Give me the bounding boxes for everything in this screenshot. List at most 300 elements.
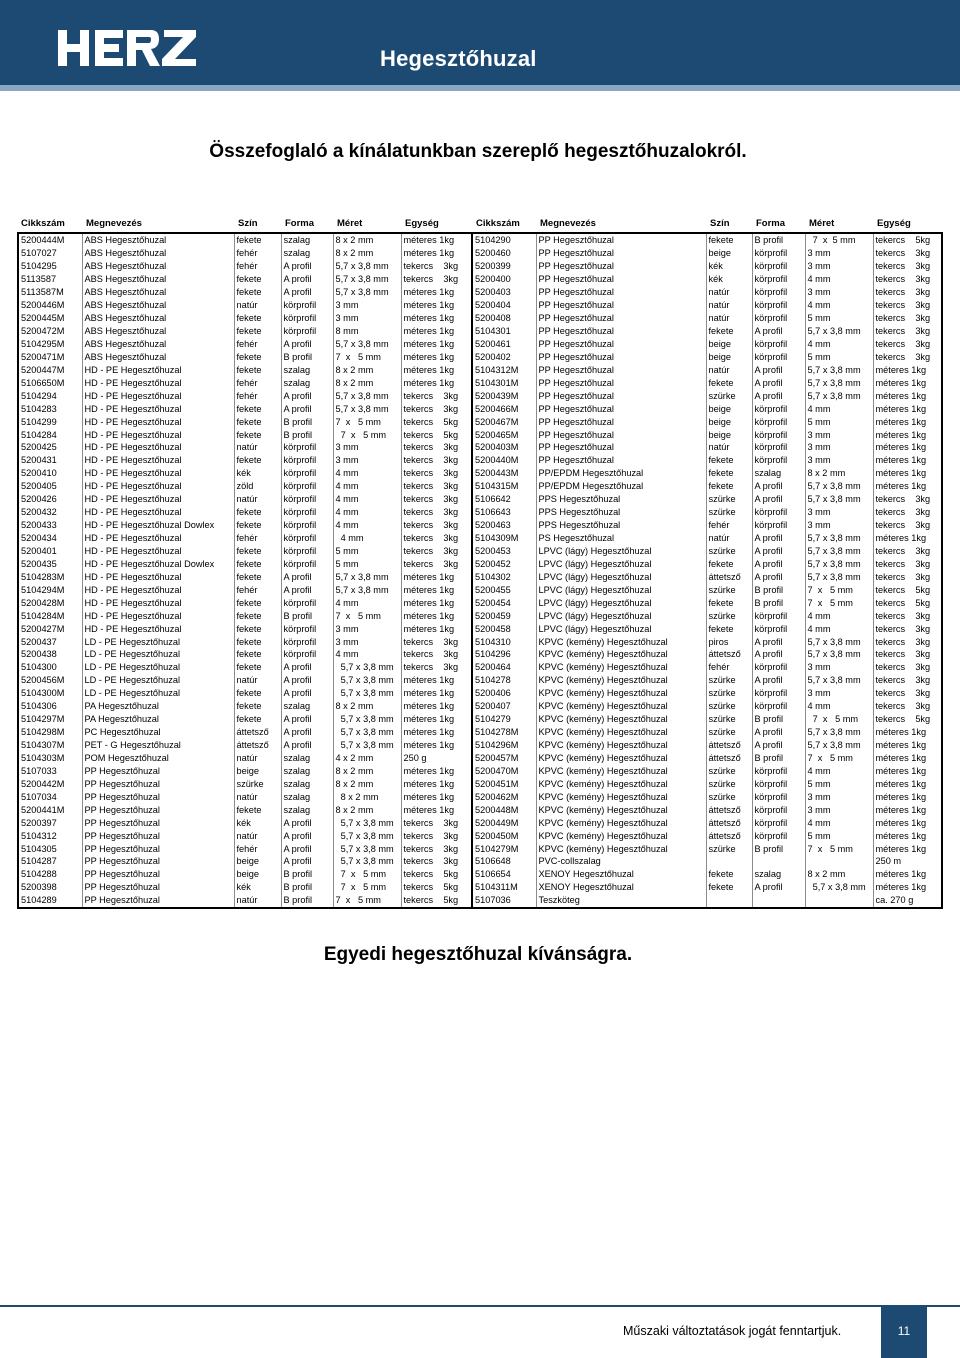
table-cell: 5113587 — [18, 273, 82, 286]
table-cell: 5200462M — [472, 790, 536, 803]
table-cell: 5104296 — [472, 648, 536, 661]
column-header: Szín — [238, 217, 258, 229]
table-row — [18, 519, 942, 532]
table-cell: PP Hegesztőhuzal — [82, 881, 234, 894]
table-cell: méteres 1kg — [401, 700, 472, 713]
table-cell: körprofil — [281, 467, 333, 480]
table-cell: 5 mm — [805, 350, 873, 363]
table-cell: szürke — [706, 545, 752, 558]
table-cell: fekete — [706, 480, 752, 493]
table-cell: 5104296M — [472, 739, 536, 752]
table-cell: PP Hegesztőhuzal — [82, 777, 234, 790]
table-cell: XENOY Hegesztőhuzal — [536, 868, 706, 881]
table-cell: fekete — [234, 803, 281, 816]
table-cell: 7 x 5 mm — [333, 868, 401, 881]
table-cell: méteres 1kg — [873, 363, 942, 376]
table-cell: méteres 1kg — [401, 325, 472, 338]
table-cell: 5,7 x 3,8 mm — [333, 842, 401, 855]
table-cell: tekercs 3kg — [873, 338, 942, 351]
table-cell: szürke — [706, 777, 752, 790]
table-cell: 5106654 — [472, 868, 536, 881]
table-cell: 8 x 2 mm — [805, 868, 873, 881]
table-cell: 5104289 — [18, 894, 82, 908]
table-cell: 5200410 — [18, 467, 82, 480]
custom-order-note-text: Egyedi hegesztőhuzal kívánságra. — [323, 944, 633, 965]
table-cell — [805, 894, 873, 908]
table-cell: A profil — [752, 493, 805, 506]
footer-disclaimer: Műszaki változtatások jogát fenntartjuk. — [623, 1324, 842, 1338]
table-cell: 5200398 — [18, 881, 82, 894]
table-cell: méteres 1kg — [873, 752, 942, 765]
table-cell: tekercs 5kg — [401, 868, 472, 881]
table-cell: szürke — [706, 506, 752, 519]
table-cell: PP Hegesztőhuzal — [82, 803, 234, 816]
table-cell: 5104311M — [472, 881, 536, 894]
table-cell: A profil — [752, 376, 805, 389]
table-cell: tekercs 3kg — [873, 260, 942, 273]
table-cell: 3 mm — [805, 260, 873, 273]
table-row — [18, 790, 942, 803]
table-cell: A profil — [281, 674, 333, 687]
custom-order-note — [0, 944, 960, 966]
table-cell: tekercs 3kg — [873, 312, 942, 325]
table-cell: szalag — [281, 803, 333, 816]
table-cell: 5200457M — [472, 752, 536, 765]
table-cell: PP Hegesztőhuzal — [536, 260, 706, 273]
table-cell: méteres 1kg — [873, 415, 942, 428]
column-header: Egység — [405, 217, 439, 229]
table-cell: tekercs 3kg — [401, 545, 472, 558]
table-cell: KPVC (kemény) Hegesztőhuzal — [536, 842, 706, 855]
table-cell: 4 mm — [805, 299, 873, 312]
table-cell: tekercs 3kg — [873, 687, 942, 700]
table-cell: 3 mm — [805, 247, 873, 260]
table-cell: kék — [234, 816, 281, 829]
table-cell: KPVC (kemény) Hegesztőhuzal — [536, 803, 706, 816]
table-cell: 3 mm — [333, 441, 401, 454]
table-cell: 7 x 5 mm — [333, 894, 401, 908]
column-header: Megnevezés — [540, 217, 596, 229]
table-cell: méteres 1kg — [873, 441, 942, 454]
table-cell: méteres 1kg — [873, 389, 942, 402]
table-cell: fekete — [234, 570, 281, 583]
table-cell: 8 x 2 mm — [333, 777, 401, 790]
table-cell: 5200443M — [472, 467, 536, 480]
table-cell: 5107034 — [18, 790, 82, 803]
table-cell: fehér — [706, 519, 752, 532]
table-cell: KPVC (kemény) Hegesztőhuzal — [536, 752, 706, 765]
table-cell: 3 mm — [333, 622, 401, 635]
table-cell: 5,7 x 3,8 mm — [333, 260, 401, 273]
table-cell: beige — [234, 764, 281, 777]
table-cell: PP Hegesztőhuzal — [536, 376, 706, 389]
table-cell: fekete — [234, 286, 281, 299]
table-cell: LD - PE Hegesztőhuzal — [82, 674, 234, 687]
table-cell: 5200454 — [472, 596, 536, 609]
table-cell: ABS Hegesztőhuzal — [82, 273, 234, 286]
table-row — [18, 764, 942, 777]
table-cell: 5200399 — [472, 260, 536, 273]
table-cell: 4 mm — [333, 648, 401, 661]
table-cell: 7 x 5 mm — [333, 881, 401, 894]
table-cell: tekercs 3kg — [401, 648, 472, 661]
table-cell: körprofil — [752, 506, 805, 519]
table-cell: 5104306 — [18, 700, 82, 713]
table-cell: szürke — [706, 700, 752, 713]
table-cell: szalag — [281, 376, 333, 389]
table-cell: ABS Hegesztőhuzal — [82, 286, 234, 299]
table-cell: méteres 1kg — [401, 376, 472, 389]
table-cell: zöld — [234, 480, 281, 493]
table-cell: 5,7 x 3,8 mm — [805, 389, 873, 402]
table-cell: natúr — [234, 441, 281, 454]
table-cell: méteres 1kg — [873, 829, 942, 842]
table-cell: tekercs 3kg — [873, 493, 942, 506]
table-cell: 5200439M — [472, 389, 536, 402]
table-cell: körprofil — [752, 777, 805, 790]
table-cell: 5104301M — [472, 376, 536, 389]
table-cell: áttetsző — [706, 752, 752, 765]
table-row — [18, 480, 942, 493]
table-cell: 5104287 — [18, 855, 82, 868]
table-cell: szürke — [706, 790, 752, 803]
table-cell: PP Hegesztőhuzal — [82, 790, 234, 803]
table-row — [18, 532, 942, 545]
table-cell: LD - PE Hegesztőhuzal — [82, 661, 234, 674]
table-cell: körprofil — [752, 454, 805, 467]
table-cell: 7 x 5 mm — [805, 233, 873, 247]
table-cell: méteres 1kg — [401, 299, 472, 312]
table-cell: A profil — [752, 480, 805, 493]
table-cell: 8 x 2 mm — [333, 233, 401, 247]
table-cell: beige — [706, 428, 752, 441]
table-cell: KPVC (kemény) Hegesztőhuzal — [536, 764, 706, 777]
table-row — [18, 661, 942, 674]
table-cell: 8 x 2 mm — [333, 363, 401, 376]
table-cell: 8 x 2 mm — [333, 803, 401, 816]
table-cell: 5104298M — [18, 726, 82, 739]
table-cell: 5106650M — [18, 376, 82, 389]
table-cell: 5200440M — [472, 454, 536, 467]
table-cell: 5,7 x 3,8 mm — [333, 661, 401, 674]
table-cell: szalag — [281, 777, 333, 790]
table-cell: tekercs 3kg — [873, 325, 942, 338]
table-cell: tekercs 3kg — [401, 480, 472, 493]
table-cell: 5200404 — [472, 299, 536, 312]
table-cell: B profil — [281, 350, 333, 363]
table-cell: méteres 1kg — [401, 596, 472, 609]
table-cell: méteres 1kg — [873, 764, 942, 777]
table-cell: natúr — [706, 532, 752, 545]
table-cell: PP Hegesztőhuzal — [536, 247, 706, 260]
table-cell: HD - PE Hegesztőhuzal — [82, 363, 234, 376]
table-cell: 5,7 x 3,8 mm — [333, 273, 401, 286]
table-cell: natúr — [234, 790, 281, 803]
table-cell: tekercs 3kg — [401, 402, 472, 415]
table-cell: A profil — [281, 260, 333, 273]
table-cell: 5,7 x 3,8 mm — [805, 493, 873, 506]
table-cell: szalag — [281, 247, 333, 260]
table-cell: piros — [706, 635, 752, 648]
table-cell: tekercs 3kg — [401, 635, 472, 648]
table-cell: HD - PE Hegesztőhuzal — [82, 480, 234, 493]
table-cell: A profil — [281, 842, 333, 855]
table-cell: 5,7 x 3,8 mm — [805, 557, 873, 570]
table-cell: 5200471M — [18, 350, 82, 363]
table-cell: A profil — [752, 557, 805, 570]
table-cell: KPVC (kemény) Hegesztőhuzal — [536, 648, 706, 661]
table-cell: fehér — [234, 338, 281, 351]
table-cell: 5113587M — [18, 286, 82, 299]
table-cell: méteres 1kg — [401, 687, 472, 700]
table-cell: tekercs 5kg — [873, 233, 942, 247]
herz-logo — [56, 26, 198, 70]
table-cell: tekercs 5kg — [401, 415, 472, 428]
table-cell: körprofil — [752, 609, 805, 622]
table-cell: 5200431 — [18, 454, 82, 467]
table-cell: fekete — [706, 881, 752, 894]
table-cell: szalag — [281, 790, 333, 803]
table-row — [18, 583, 942, 596]
column-header: Méret — [809, 217, 835, 229]
table-cell: fehér — [234, 389, 281, 402]
table-cell: körprofil — [752, 273, 805, 286]
table-cell: A profil — [752, 570, 805, 583]
section-heading-text: Összefoglaló a kínálatunkban szereplő hegesztőhuzalokról. — [209, 141, 747, 162]
table-cell: ca. 270 g — [873, 894, 942, 908]
table-cell: PP Hegesztőhuzal — [536, 363, 706, 376]
table-cell: 5,7 x 3,8 mm — [805, 480, 873, 493]
table-cell: 3 mm — [805, 803, 873, 816]
table-cell: áttetsző — [234, 726, 281, 739]
table-cell: 5200406 — [472, 687, 536, 700]
table-cell: tekercs 3kg — [873, 609, 942, 622]
page-number: 11 — [897, 1324, 911, 1338]
table-cell: tekercs 3kg — [401, 273, 472, 286]
table-cell: 5 mm — [805, 829, 873, 842]
table-cell: méteres 1kg — [401, 674, 472, 687]
column-header: Egység — [877, 217, 911, 229]
table-cell: beige — [234, 855, 281, 868]
table-row — [18, 648, 942, 661]
table-cell: tekercs 3kg — [873, 661, 942, 674]
table-cell: fekete — [706, 325, 752, 338]
table-cell: 5200403 — [472, 286, 536, 299]
table-cell: fekete — [234, 635, 281, 648]
table-cell: méteres 1kg — [873, 480, 942, 493]
table-cell: beige — [706, 415, 752, 428]
table-cell: 5200456M — [18, 674, 82, 687]
table-cell: 5,7 x 3,8 mm — [805, 363, 873, 376]
table-cell: 4 mm — [805, 622, 873, 635]
table-cell: körprofil — [752, 816, 805, 829]
table-cell: 5,7 x 3,8 mm — [805, 739, 873, 752]
table-cell: tekercs 5kg — [873, 713, 942, 726]
table-cell: fekete — [234, 363, 281, 376]
table-cell: 250 m — [873, 855, 942, 868]
table-cell: fehér — [234, 376, 281, 389]
table-cell: PPS Hegesztőhuzal — [536, 493, 706, 506]
table-cell: 3 mm — [805, 286, 873, 299]
table-cell: HD - PE Hegesztőhuzal — [82, 622, 234, 635]
table-cell: 7 x 5 mm — [805, 752, 873, 765]
table-cell: PP Hegesztőhuzal — [82, 816, 234, 829]
table-cell: 5200428M — [18, 596, 82, 609]
table-row — [18, 739, 942, 752]
table-cell: ABS Hegesztőhuzal — [82, 299, 234, 312]
table-cell: KPVC (kemény) Hegesztőhuzal — [536, 790, 706, 803]
table-cell: tekercs 3kg — [401, 519, 472, 532]
table-cell: tekercs 3kg — [873, 648, 942, 661]
table-cell: fekete — [234, 506, 281, 519]
table-cell: A profil — [281, 570, 333, 583]
table-cell: tekercs 5kg — [873, 583, 942, 596]
table-cell: HD - PE Hegesztőhuzal — [82, 415, 234, 428]
table-cell: 5104297M — [18, 713, 82, 726]
table-cell: 7 x 5 mm — [333, 609, 401, 622]
table-cell: PP Hegesztőhuzal — [82, 842, 234, 855]
table-cell: 4 mm — [805, 816, 873, 829]
table-row — [18, 467, 942, 480]
table-cell: körprofil — [752, 441, 805, 454]
table-cell: fekete — [234, 519, 281, 532]
table-cell: körprofil — [281, 532, 333, 545]
table-cell: 5,7 x 3,8 mm — [333, 687, 401, 700]
table-cell: natúr — [706, 286, 752, 299]
table-row — [18, 752, 942, 765]
table-row — [18, 325, 942, 338]
table-cell: 5104283 — [18, 402, 82, 415]
table-cell: 5200465M — [472, 428, 536, 441]
table-cell: beige — [234, 868, 281, 881]
table-cell: PP Hegesztőhuzal — [536, 428, 706, 441]
table-cell: A profil — [752, 674, 805, 687]
table-cell: 5,7 x 3,8 mm — [805, 674, 873, 687]
table-cell: 7 x 5 mm — [333, 350, 401, 363]
table-cell: áttetsző — [706, 803, 752, 816]
table-cell: tekercs 3kg — [873, 506, 942, 519]
table-cell: fekete — [234, 596, 281, 609]
table-cell: A profil — [752, 532, 805, 545]
table-cell: B profil — [281, 881, 333, 894]
table-cell — [706, 855, 752, 868]
table-cell: XENOY Hegesztőhuzal — [536, 881, 706, 894]
table-cell: 5104278 — [472, 674, 536, 687]
table-row — [18, 777, 942, 790]
table-cell: 5 mm — [333, 557, 401, 570]
table-cell: PPS Hegesztőhuzal — [536, 506, 706, 519]
table-cell: 5104305 — [18, 842, 82, 855]
table-cell: méteres 1kg — [873, 739, 942, 752]
table-cell: 5,7 x 3,8 mm — [333, 726, 401, 739]
table-cell: méteres 1kg — [873, 376, 942, 389]
table-cell: tekercs 3kg — [401, 557, 472, 570]
table-cell — [706, 894, 752, 908]
table-cell: 3 mm — [805, 428, 873, 441]
table-cell: 5,7 x 3,8 mm — [333, 739, 401, 752]
table-cell: 5,7 x 3,8 mm — [805, 532, 873, 545]
table-cell: 5200407 — [472, 700, 536, 713]
table-cell: 5200449M — [472, 816, 536, 829]
table-cell: tekercs 3kg — [401, 506, 472, 519]
table-cell: 5200447M — [18, 363, 82, 376]
table-cell: áttetsző — [706, 570, 752, 583]
table-cell: 3 mm — [805, 687, 873, 700]
table-row — [18, 570, 942, 583]
table-cell: körprofil — [281, 493, 333, 506]
table-cell: PP/EPDM Hegesztőhuzal — [536, 480, 706, 493]
table-cell: PA Hegesztőhuzal — [82, 700, 234, 713]
table-cell: LD - PE Hegesztőhuzal — [82, 635, 234, 648]
table-cell: PP/EPDM Hegesztőhuzal — [536, 467, 706, 480]
table-cell: kék — [706, 260, 752, 273]
table-cell: 5,7 x 3,8 mm — [805, 376, 873, 389]
table-cell: 5 mm — [805, 312, 873, 325]
page-title: Hegesztőhuzal — [380, 46, 537, 71]
table-cell: méteres 1kg — [873, 868, 942, 881]
table-cell: 3 mm — [333, 635, 401, 648]
table-cell: 5200408 — [472, 312, 536, 325]
table-cell: B profil — [281, 609, 333, 622]
table-cell: KPVC (kemény) Hegesztőhuzal — [536, 635, 706, 648]
table-cell: A profil — [281, 726, 333, 739]
table-cell: méteres 1kg — [873, 777, 942, 790]
table-cell: körprofil — [281, 519, 333, 532]
table-cell: 5104295 — [18, 260, 82, 273]
table-cell: 8 x 2 mm — [333, 700, 401, 713]
table-cell: PC Hegesztőhuzal — [82, 726, 234, 739]
table-cell: 5104300M — [18, 687, 82, 700]
table-cell: 8 x 2 mm — [805, 467, 873, 480]
table-cell: A profil — [281, 816, 333, 829]
table-row — [18, 816, 942, 829]
table-cell: 7 x 5 mm — [805, 842, 873, 855]
table-cell: natúr — [706, 312, 752, 325]
table-cell: natúr — [234, 894, 281, 908]
table-cell: fehér — [234, 842, 281, 855]
table-cell: B profil — [281, 415, 333, 428]
table-cell: HD - PE Hegesztőhuzal — [82, 532, 234, 545]
table-cell: natúr — [234, 674, 281, 687]
table-cell: méteres 1kg — [401, 312, 472, 325]
table-cell: fekete — [706, 868, 752, 881]
table-cell: LPVC (lágy) Hegesztőhuzal — [536, 622, 706, 635]
table-cell: LPVC (lágy) Hegesztőhuzal — [536, 545, 706, 558]
table-cell: 4 mm — [805, 764, 873, 777]
table-cell: tekercs 3kg — [873, 700, 942, 713]
table-cell: B profil — [281, 428, 333, 441]
table-cell: PP Hegesztőhuzal — [536, 389, 706, 402]
table-cell: szürke — [706, 842, 752, 855]
table-cell: B profil — [752, 583, 805, 596]
table-row — [18, 415, 942, 428]
table-cell: 5200437 — [18, 635, 82, 648]
table-cell: LPVC (lágy) Hegesztőhuzal — [536, 557, 706, 570]
column-header: Cikkszám — [476, 217, 520, 229]
table-cell: fekete — [234, 661, 281, 674]
table-cell: PP Hegesztőhuzal — [536, 233, 706, 247]
table-cell: tekercs 5kg — [401, 894, 472, 908]
table-cell: kék — [234, 467, 281, 480]
table-cell: PPS Hegesztőhuzal — [536, 519, 706, 532]
table-row — [18, 713, 942, 726]
table-row — [18, 338, 942, 351]
table-cell: szalag — [281, 700, 333, 713]
table-cell: ABS Hegesztőhuzal — [82, 312, 234, 325]
welding-wire-table — [17, 214, 943, 909]
table-cell: méteres 1kg — [401, 790, 472, 803]
table-cell: 5200466M — [472, 402, 536, 415]
